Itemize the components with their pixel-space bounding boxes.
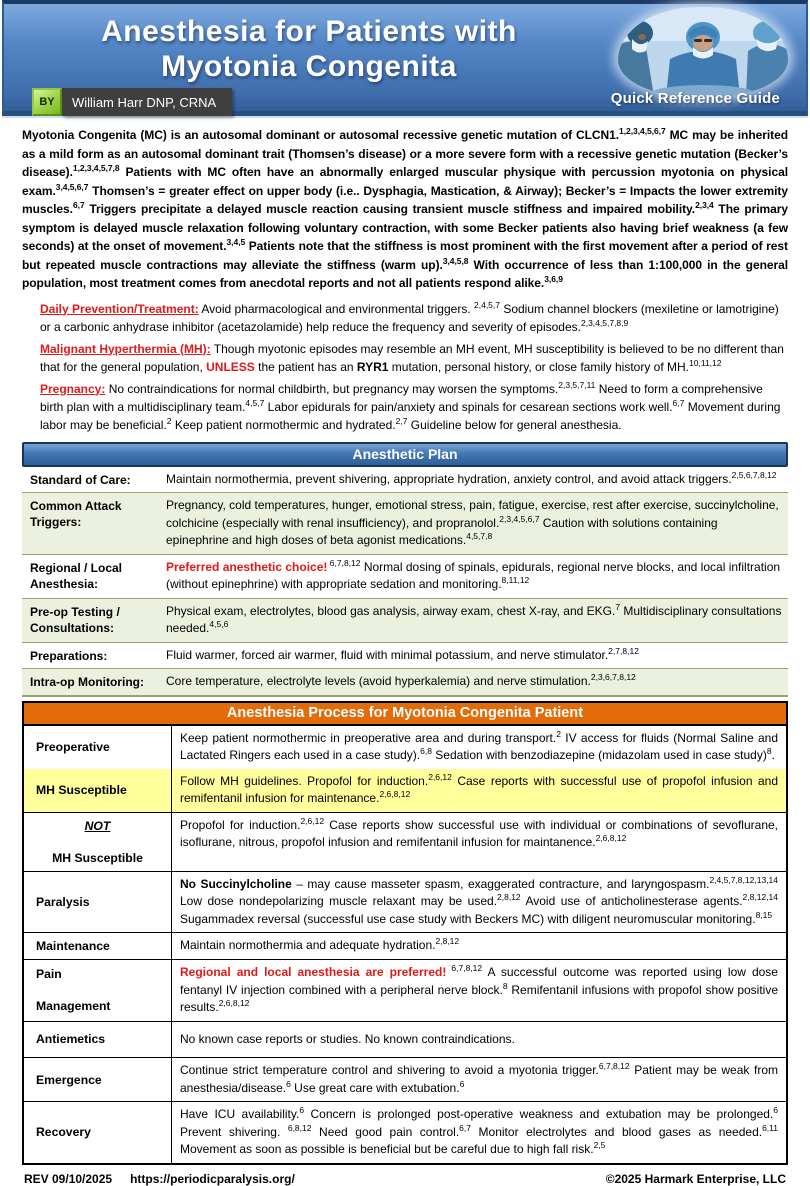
process-row-content [172, 813, 786, 871]
text-segment: Maintain normothermia, prevent shivering, appropriate hydration, anxiety control, and avoid attack triggers. [166, 471, 732, 486]
reference-superscript: 8,11,12 [501, 575, 530, 585]
text-segment: Management [36, 999, 111, 1014]
process-table-row [24, 1101, 786, 1163]
text-segment: A successful outcome was reported using low dose fentanyl IV injection combined with a peripheral nerve block. [180, 965, 778, 997]
document-body [0, 126, 810, 1186]
reference-superscript: 6,8 [420, 746, 432, 756]
reference-superscript: 1,2,3,4,5,7,8 [72, 163, 120, 173]
anesthesia-process-table [22, 701, 788, 1165]
reference-superscript: 2 [556, 728, 561, 739]
reference-superscript: 2,3,4,5,6,7 [499, 513, 540, 524]
author-name: William Harr DNP, CRNA [62, 88, 232, 116]
reference-superscript: 2,8,12 [435, 936, 460, 946]
text-segment: NOT [84, 818, 111, 833]
surgeons-photo [618, 7, 788, 97]
text-segment: No contraindications for normal childbirth, but pregnancy may worsen the symptoms. [105, 381, 559, 396]
plan-row-label: Common Attack Triggers: [30, 499, 122, 529]
process-row-content [172, 769, 786, 812]
reference-superscript: 2,6,12 [428, 771, 452, 782]
plan-row-label: Preparations: [30, 648, 108, 663]
page-title [59, 14, 559, 85]
reference-superscript: 8 [766, 746, 772, 756]
process-row-label [24, 960, 172, 1021]
reference-superscript: 3,4,5 [226, 237, 246, 247]
text-segment: Patients with MC often have an abnormally enlarged muscular physique with percussion myotonia on physical exam. [22, 165, 788, 198]
reference-superscript: 2,8,12,14 [742, 892, 778, 902]
anesthetic-plan-table [22, 442, 788, 697]
reference-superscript: 2,6,12 [300, 815, 325, 826]
text-segment: Triggers precipitate a delayed muscle reaction causing transient muscle stiffness and impaired mobility. [84, 202, 696, 216]
text-segment: IV access for fluids (Normal Saline and Lactated Ringers each used in a case study). [180, 730, 779, 762]
reference-superscript: 3,6,9 [544, 274, 563, 284]
plan-table-row [22, 598, 788, 642]
reference-superscript: 6 [286, 1078, 291, 1089]
process-row-content [172, 933, 786, 959]
process-row-content [172, 1022, 786, 1058]
text-segment: – may cause masseter spasm, exaggerated contracture, and laryngospasm. [291, 876, 710, 891]
text-segment: Maintenance [36, 939, 110, 953]
reference-superscript: 2,3,6,7,8,12 [590, 672, 636, 682]
topic-section-label: Malignant Hyperthermia (MH): [40, 341, 211, 356]
reference-superscript: 8,15 [755, 909, 773, 920]
intro-paragraph [22, 126, 788, 293]
text-segment: Antiemetics [36, 1032, 106, 1047]
reference-superscript: 6,7 [672, 397, 685, 408]
topic-sections [22, 300, 788, 434]
text-segment: Avoid pharmacological and environmental triggers. [198, 301, 474, 316]
reference-superscript: 6,7 [72, 200, 85, 210]
guide-subtitle: Quick Reference Guide [610, 90, 780, 107]
process-row-content [172, 726, 786, 769]
text-segment: MH Susceptible [36, 783, 127, 797]
process-table-row [24, 1021, 786, 1058]
text-segment: Fluid warmer, forced air warmer, fluid with minimal potassium, and nerve stimulator. [166, 647, 609, 662]
topic-section-content [40, 379, 781, 432]
process-row-content [172, 1102, 786, 1163]
text-segment: MH Susceptible [52, 850, 143, 865]
topic-section [40, 380, 788, 434]
reference-superscript: 6,7,8,12 [598, 1061, 630, 1071]
text-segment: Use great care with extubation. [290, 1080, 460, 1095]
reference-superscript: 2,6,8,12 [595, 833, 627, 843]
topic-section-label: Daily Prevention/Treatment: [40, 301, 199, 316]
text-segment: Patients note that the stiffness is most prominent with the first movement after a period of rest but repeated muscle contractions may alleviate the stiffness (warm up). [22, 239, 788, 272]
text-segment: Monitor electrolytes and blood gases as needed. [470, 1124, 763, 1139]
reference-superscript: 2,7,8,12 [608, 645, 639, 656]
header-banner [2, 0, 808, 116]
reference-superscript: 6 [459, 1078, 465, 1089]
text-segment: Have ICU availability. [180, 1107, 300, 1121]
reference-superscript: 4,5,7 [245, 397, 265, 408]
plan-row-content [164, 467, 788, 493]
text-segment: Emergence [36, 1072, 102, 1087]
reference-superscript: 2,8,12 [497, 892, 521, 902]
plan-row-content [164, 555, 788, 598]
text-segment: Patient may be weak from anesthesia/disease. [180, 1063, 778, 1095]
reference-superscript: 6,7,8,12 [327, 557, 361, 568]
text-segment: Core temperature, electrolyte levels (avoid hyperkalemia) and nerve stimulation. [166, 674, 591, 688]
process-row-label [24, 1022, 172, 1058]
process-table-row [24, 871, 786, 933]
text-segment: UNLESS [206, 359, 255, 374]
reference-superscript: 2 [166, 415, 172, 426]
text-segment: Low dose nondepolarizing muscle relaxant may be used. [180, 894, 498, 908]
reference-superscript: 3,4,5,6,7 [55, 181, 89, 192]
process-row-label [24, 933, 172, 959]
plan-row-label: Standard of Care: [30, 472, 131, 487]
text-segment: Pregnancy, cold temperatures, hunger, emotional stress, pain, fatigue, exercise, rest after exercise, succinylcholine, colchicine (especially with renal insufficiency), and propranolol. [166, 498, 779, 530]
page-title-line1: Anesthesia for Patients with [101, 15, 517, 48]
page-title-line2: Myotonia Congenita [161, 50, 457, 84]
text-segment: MC may be inherited as a mild form as an autosomal dominant trait (Thomsen’s disease) or a more severe form with a recessive genetic mutation (Becker’s disease). [22, 128, 788, 179]
plan-row-content [164, 493, 788, 554]
process-row-label [24, 1058, 172, 1101]
process-row-content [172, 872, 786, 933]
plan-table-row [22, 467, 788, 493]
text-segment: Myotonia Congenita (MC) is an autosomal dominant or autosomal recessive genetic mutation of CLCN1. [22, 128, 620, 142]
plan-table-row [22, 668, 788, 695]
reference-superscript: 2,3,4,5,7,8,9 [580, 317, 629, 328]
process-table-row [24, 725, 786, 769]
text-segment: Case reports show successful use with individual or combinations of sevoflurane, isoflurane, nitrous, propofol infusion and remifentanil infusion for maintanence. [180, 817, 779, 849]
text-segment: Propofol for induction. [180, 817, 301, 832]
text-segment: Preferred anesthetic choice! [166, 559, 328, 574]
reference-superscript: 1,2,3,4,5,6,7 [619, 126, 666, 136]
process-table-row [24, 769, 786, 812]
process-row-label [24, 813, 172, 871]
reference-superscript: 2,4,5,7,8,12,13,14 [709, 874, 778, 885]
reference-superscript: 2,3,4 [695, 200, 714, 210]
process-table-row [24, 932, 786, 959]
text-segment: With occurrence of less than 1:100,000 in the general population, most treatment comes from anecdotal reports and not all patients respond alike. [22, 257, 788, 290]
text-segment: Pain [36, 967, 62, 982]
plan-row-content [164, 643, 788, 669]
anesthetic-plan-rows [22, 467, 788, 695]
plan-row-content [164, 669, 788, 695]
footer-left [24, 1172, 295, 1186]
text-segment: Preoperative [36, 740, 110, 754]
reference-superscript: 3,4,5,8 [442, 255, 469, 266]
text-segment: Keep patient normothermic and hydrated. [171, 417, 396, 432]
copyright-text: ©2025 Harmark Enterprise, LLC [605, 1171, 786, 1186]
text-segment: No known case reports or studies. No known contraindications. [180, 1031, 515, 1046]
plan-row-label: Pre-op Testing / Consultations: [30, 604, 120, 635]
plan-row-label: Intra-op Monitoring: [30, 675, 144, 689]
text-segment: Sugammadex reversal (successful use case study with Beckers MC) with diligent neuromuscular monitoring. [180, 911, 756, 926]
text-segment: Prevent shivering. [180, 1124, 288, 1139]
text-segment: Caution with solutions containing epinephrine and high doses of beta agonist medications. [166, 515, 718, 547]
by-badge: BY [32, 88, 62, 116]
text-segment: Avoid use of anticholinesterase agents. [520, 894, 743, 908]
text-segment: mutation, personal history, or close family history of MH. [388, 359, 690, 374]
reference-superscript: 6,7 [459, 1122, 471, 1133]
process-row-content [172, 1058, 786, 1101]
process-table-row [24, 959, 786, 1021]
text-segment: Regional and local anesthesia are preferred! [180, 965, 447, 979]
process-row-label [24, 726, 172, 769]
text-segment: Continue strict temperature control and shivering to avoid a myotonia trigger. [180, 1063, 599, 1077]
text-segment: Need to form a comprehensive birth plan with a multidisciplinary team. [40, 381, 763, 414]
anesthesia-process-title: Anesthesia Process for Myotonia Congenita Patient [24, 703, 786, 725]
text-segment: Sedation with benzodiazepine (midazolam used in case study) [431, 748, 767, 762]
reference-superscript: 2,7 [395, 415, 408, 426]
text-segment: Sodium channel blockers (mexiletine or lamotrigine) or a carbonic anhydrase inhibitor (acetazolamide) help reduce the frequency and severity of episodes. [40, 301, 779, 334]
text-segment: Remifentanil infusions with propofol show positive results. [180, 982, 779, 1014]
text-segment: Case reports with successful use of propofol infusion and remifentanil infusion for maintenance. [180, 773, 779, 805]
reference-superscript: 7 [615, 601, 621, 612]
plan-row-label: Regional / Local Anesthesia: [30, 560, 123, 591]
text-segment: the patient has an [254, 359, 357, 374]
reference-superscript: 6 [773, 1105, 778, 1115]
plan-table-row [22, 642, 788, 669]
process-row-label [24, 769, 172, 812]
process-table-row [24, 1057, 786, 1101]
text-segment: Maintain normothermia and adequate hydration. [180, 938, 436, 952]
text-segment: Paralysis [36, 894, 90, 909]
plan-table-row [22, 492, 788, 554]
anesthesia-process-rows [24, 725, 786, 1163]
revision-date: REV 09/10/2025 [24, 1171, 113, 1186]
text-segment: Recovery [36, 1125, 91, 1140]
process-row-label [24, 1102, 172, 1163]
website-link[interactable]: https://periodicparalysis.org/ [130, 1171, 295, 1186]
text-segment: Movement during labor may be beneficial. [40, 399, 781, 432]
text-segment: Multidisciplinary consultations needed. [166, 603, 782, 635]
topic-section [40, 300, 788, 336]
process-row-content [172, 960, 786, 1021]
reference-superscript: 4,5,7,8 [466, 531, 493, 541]
topic-section-label: Pregnancy: [40, 381, 106, 396]
surgeons-photo-illustration [618, 7, 788, 97]
text-segment: Though myotonic episodes may resemble an MH event, MH susceptibility is believed to be no different than that for the general population, [40, 341, 784, 374]
text-segment: Movement as soon as possible is beneficial but be careful due to high fall risk. [180, 1142, 594, 1156]
process-table-row [24, 812, 786, 871]
reference-superscript: 6,7,8,12 [446, 963, 483, 973]
text-segment: Need good pain control. [311, 1124, 460, 1139]
reference-superscript: 6,11 [762, 1122, 778, 1133]
reference-superscript: 10,11,12 [689, 357, 722, 368]
text-segment: The primary symptom is delayed muscle relaxation following voluntary contraction, with some Becker patients also having brief weakness (a few seconds) at the onset of movement. [22, 202, 788, 253]
process-row-label [24, 872, 172, 933]
byline [32, 88, 232, 116]
reference-superscript: 6,8,12 [287, 1122, 312, 1133]
text-segment: No Succinylcholine [180, 876, 292, 891]
reference-superscript: 2,3,5,7,11 [558, 379, 596, 390]
text-segment: . [771, 748, 775, 762]
reference-superscript: 2,4,5,7 [474, 299, 500, 310]
reference-superscript: 6 [299, 1105, 305, 1115]
reference-superscript: 2,5 [593, 1140, 606, 1150]
text-segment: RYR1 [356, 359, 389, 374]
topic-section [40, 340, 788, 376]
reference-superscript: 2,6,8,12 [218, 998, 250, 1008]
plan-table-row [22, 554, 788, 598]
text-segment: Follow MH guidelines. Propofol for induction. [180, 773, 429, 788]
reference-superscript: 4,5,6 [209, 619, 229, 629]
text-segment: Physical exam, electrolytes, blood gas analysis, airway exam, chest X-ray, and EKG. [166, 603, 616, 618]
text-segment: Guideline below for general anesthesia. [407, 417, 622, 432]
text-segment: Keep patient normothermic in preoperative area and during transport. [180, 730, 557, 745]
reference-superscript: 2,6,8,12 [379, 789, 411, 799]
text-segment: Concern is prolonged post-operative weakness and extubation may be prolonged. [304, 1107, 774, 1121]
text-segment: Labor epidurals for pain/anxiety and spinals for cesarean sections work well. [264, 399, 673, 414]
reference-superscript: 2,5,6,7,8,12 [731, 469, 777, 480]
text-segment: Normal dosing of spinals, epidurals, regional nerve blocks, and local infiltration (without epinephrine) with appropriate sedation and monitoring. [166, 559, 781, 591]
text-segment: Thomsen’s = greater effect on upper body (i.e.. Dysphagia, Mastication, & Airway); Becker’s = Impacts the lower extremity muscles. [22, 183, 788, 216]
anesthetic-plan-title: Anesthetic Plan [22, 442, 788, 467]
footer [22, 1172, 788, 1186]
plan-row-content [164, 599, 788, 642]
reference-superscript: 8 [502, 980, 508, 991]
